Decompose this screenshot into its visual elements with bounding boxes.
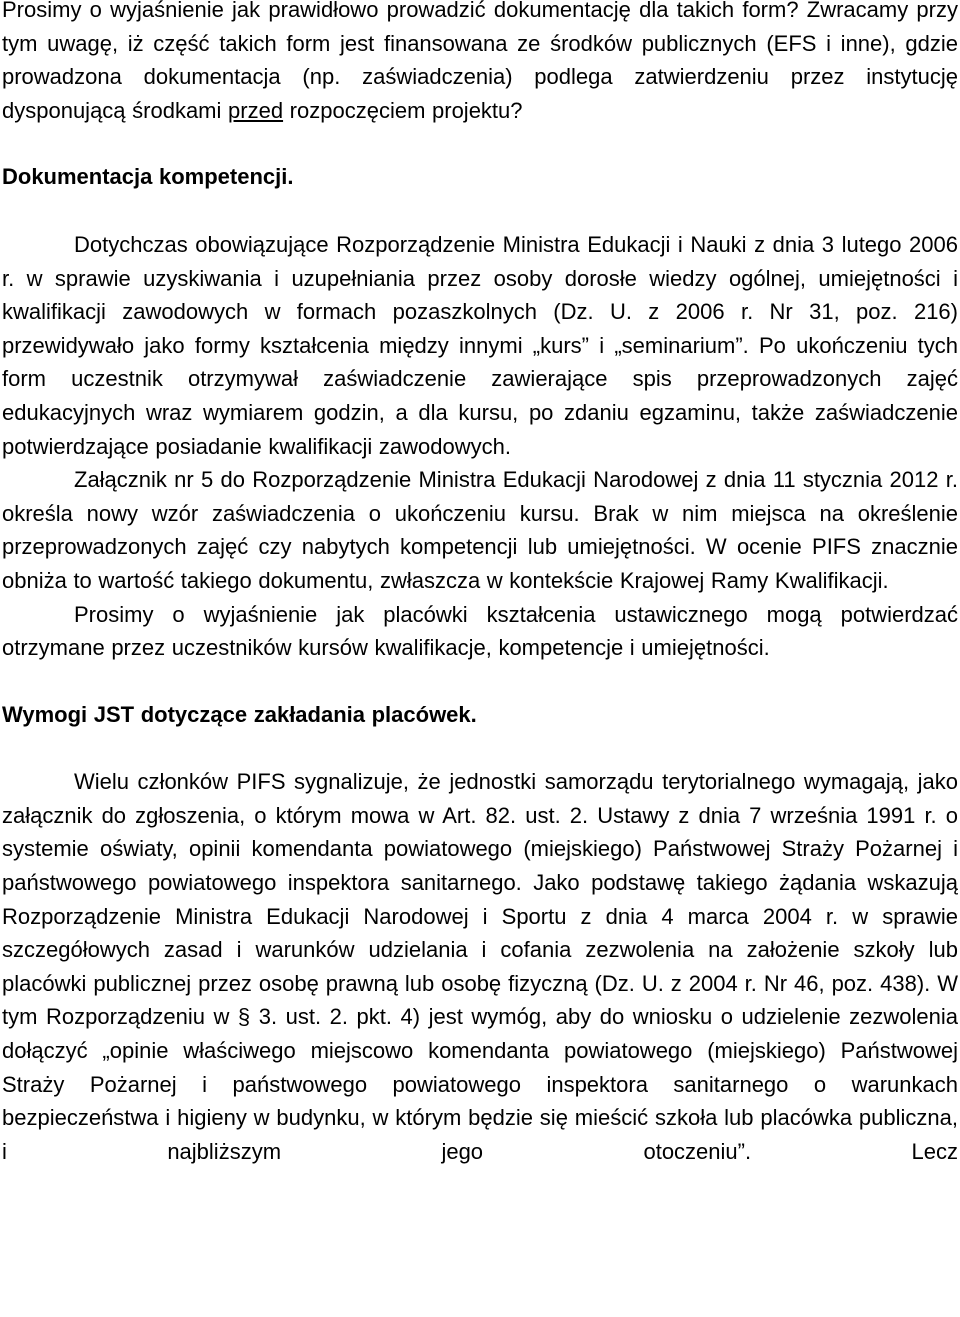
paragraph-regulation-2006: Dotychczas obowiązujące Rozporządzenie Ministra Edukacji i Nauki z dnia 3 lutego 2006 r. w sprawie uzyskiwania i uzupełniania przez osoby dorosłe wiedzy ogólnej, umiejętności i kwalifikacji zawodowych w formach pozaszkolnych (Dz. U. z 2006 r. Nr 31, poz. 216) przewidywało jako formy kształcenia między innymi „kurs” i „seminarium”. Po ukończeniu tych form uczestnik otrzymywał zaświadczenie zawierające spis przeprowadzonych zajęć edukacyjnych wraz wymiarem godzin, a dla kursu, po zdaniu egzaminu, także zaświadczenie potwierdzające posiadanie kwalifikacji zawodowych. bbox=[2, 231, 958, 459]
paragraph-intro-text-b: rozpoczęciem projektu? bbox=[283, 97, 523, 123]
underlined-word: przed bbox=[228, 97, 284, 123]
paragraph-request-explanation: Prosimy o wyjaśnienie jak placówki kształcenia ustawicznego mogą potwierdzać otrzymane przez uczestników kursów kwalifikacje, kompetencje i umiejętności. bbox=[2, 601, 958, 661]
section-heading-competence-documentation: Dokumentacja kompetencji. bbox=[2, 164, 294, 190]
paragraph-jst-requirements: Wielu członków PIFS sygnalizuje, że jednostki samorządu terytorialnego wymagają, jako załącznik do zgłoszenia, o którym mowa w Art. 82. ust. 2. Ustawy z dnia 7 września 1991 r. o systemie oświaty, opinii komendanta powiatowego (miejskiego) Państwowej Straży Pożarnej i państwowego powiatowego inspektora sanitarnego. Jako podstawę takiego żądania wskazują Rozporządzenie Ministra Edukacji Narodowej i Sportu z dnia 4 marca 2004 r. w sprawie szczegółowych zasad i warunków udzielania i cofania zezwolenia na założenie szkoły lub placówki publicznej przez osobę prawną lub osobę fizyczną (Dz. U. z 2004 r. Nr 46, poz. 438). W tym Rozporządzeniu w § 3. ust. 2. pkt. 4) jest wymóg, aby do wniosku o udzielenie zezwolenia dołączyć „opinie właściwego miejscowo komendanta powiatowego (miejskiego) Państwowej Straży Pożarnej i państwowego powiatowego inspektora sanitarnego o warunkach bezpieczeństwa i higieny w budynku, w którym będzie się mieścić szkoła lub placówka publiczna, i najbliższym jego otoczeniu”. Lecz bbox=[2, 769, 958, 1164]
section-heading-jst-requirements: Wymogi JST dotyczące zakładania placówek. bbox=[2, 701, 477, 727]
paragraph-annex-5: Załącznik nr 5 do Rozporządzenie Ministra Edukacji Narodowej z dnia 11 stycznia 2012 r. określa nowy wzór zaświadczenia o ukończeniu kursu. Brak w nim miejsca na określenie przeprowadzonych zajęć czy nabytych kompetencji lub umiejętności. W ocenie PIFS znacznie obniża to wartość takiego dokumentu, zwłaszcza w kontekście Krajowej Ramy Kwalifikacji. bbox=[2, 467, 958, 593]
paragraph-intro-text-a: Prosimy o wyjaśnienie jak prawidłowo prowadzić dokumentację dla takich form? Zwracamy przy tym uwagę, iż część takich form jest finansowana ze środków publicznych (EFS i inne), gdzie prowadzona dokumentacja (np. zaświadczenia) podlega zatwierdzeniu przez instytucję dysponującą środkami bbox=[2, 0, 958, 123]
paragraph-intro-question bbox=[2, 0, 958, 127]
